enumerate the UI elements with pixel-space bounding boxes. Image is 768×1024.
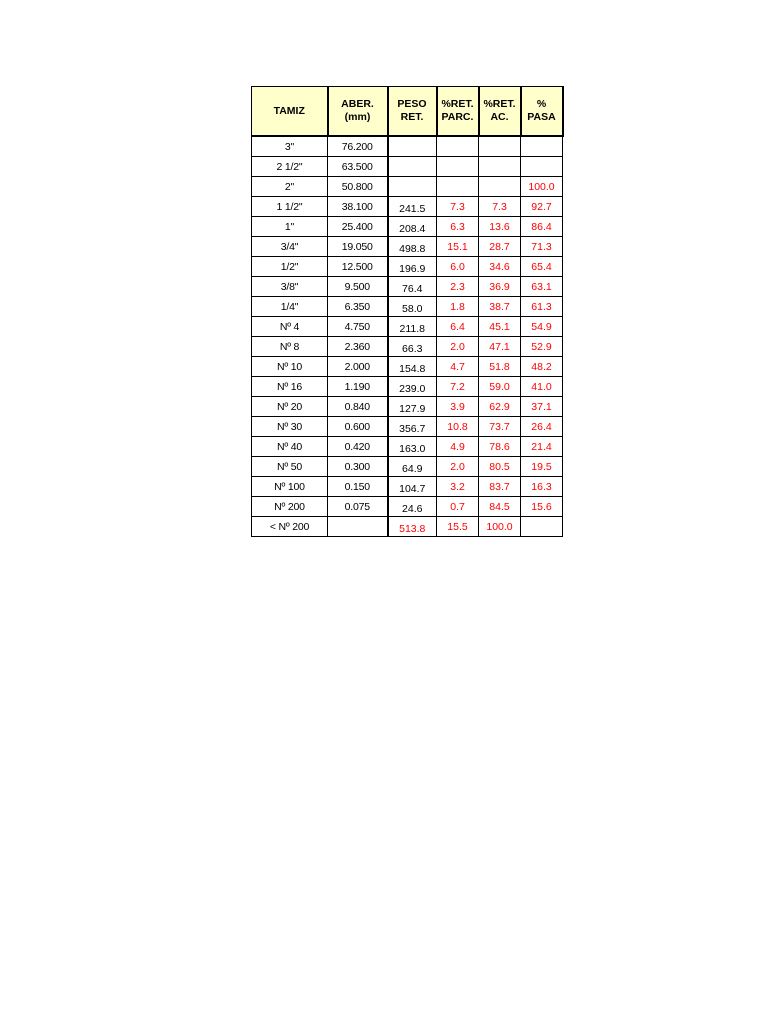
cell-ret-parc: 6.0 (437, 257, 479, 277)
cell-ret-parc: 2.0 (437, 337, 479, 357)
cell-tamiz: 3" (252, 136, 328, 157)
table-row (252, 277, 563, 297)
cell-peso-ret: 64.9 (388, 457, 437, 477)
table-row (252, 517, 563, 537)
sieve-analysis-table (251, 86, 564, 537)
cell-pasa: 16.3 (521, 477, 563, 497)
cell-ret-parc: 15.5 (437, 517, 479, 537)
cell-ret-ac: 80.5 (479, 457, 521, 477)
cell-ret-parc: 7.2 (437, 377, 479, 397)
cell-aber: 50.800 (328, 177, 388, 197)
table-row (252, 177, 563, 197)
cell-aber: 6.350 (328, 297, 388, 317)
cell-ret-ac: 62.9 (479, 397, 521, 417)
cell-ret-ac: 84.5 (479, 497, 521, 517)
table-row (252, 157, 563, 177)
cell-ret-parc: 1.8 (437, 297, 479, 317)
cell-ret-ac: 7.3 (479, 197, 521, 217)
cell-peso-ret: 24.6 (388, 497, 437, 517)
cell-aber: 0.300 (328, 457, 388, 477)
table-row (252, 437, 563, 457)
cell-ret-ac: 28.7 (479, 237, 521, 257)
table-row (252, 357, 563, 377)
cell-ret-ac: 59.0 (479, 377, 521, 397)
cell-tamiz: Nº 40 (252, 437, 328, 457)
cell-tamiz: 3/8" (252, 277, 328, 297)
cell-aber: 38.100 (328, 197, 388, 217)
cell-tamiz: Nº 16 (252, 377, 328, 397)
cell-ret-parc: 2.3 (437, 277, 479, 297)
header-ret-ac-line1: %RET. (483, 98, 516, 110)
cell-ret-ac: 100.0 (479, 517, 521, 537)
cell-tamiz: Nº 20 (252, 397, 328, 417)
table-row (252, 136, 563, 157)
cell-aber: 2.360 (328, 337, 388, 357)
cell-ret-ac: 45.1 (479, 317, 521, 337)
cell-aber (328, 517, 388, 537)
cell-pasa: 71.3 (521, 237, 563, 257)
cell-ret-parc: 10.8 (437, 417, 479, 437)
cell-peso-ret: 241.5 (388, 197, 437, 217)
cell-peso-ret (388, 157, 437, 177)
cell-aber: 1.190 (328, 377, 388, 397)
cell-pasa: 86.4 (521, 217, 563, 237)
header-peso (388, 87, 437, 137)
cell-tamiz: < Nº 200 (252, 517, 328, 537)
cell-tamiz: Nº 200 (252, 497, 328, 517)
cell-tamiz: Nº 10 (252, 357, 328, 377)
cell-ret-parc: 4.9 (437, 437, 479, 457)
cell-tamiz: Nº 30 (252, 417, 328, 437)
cell-ret-ac (479, 157, 521, 177)
cell-peso-ret: 163.0 (388, 437, 437, 457)
cell-peso-ret: 66.3 (388, 337, 437, 357)
header-aber-line1: ABER. (341, 98, 374, 110)
cell-ret-parc (437, 177, 479, 197)
table-row (252, 397, 563, 417)
table-row (252, 297, 563, 317)
table-row (252, 197, 563, 217)
cell-tamiz: 1/2" (252, 257, 328, 277)
table-row (252, 217, 563, 237)
table-row (252, 377, 563, 397)
cell-ret-ac: 73.7 (479, 417, 521, 437)
cell-pasa: 41.0 (521, 377, 563, 397)
cell-peso-ret: 239.0 (388, 377, 437, 397)
cell-pasa: 52.9 (521, 337, 563, 357)
cell-ret-parc: 2.0 (437, 457, 479, 477)
table-row (252, 237, 563, 257)
table-row (252, 497, 563, 517)
table-row (252, 337, 563, 357)
cell-tamiz: 1 1/2" (252, 197, 328, 217)
cell-pasa: 63.1 (521, 277, 563, 297)
cell-ret-ac: 38.7 (479, 297, 521, 317)
cell-pasa (521, 136, 563, 157)
cell-peso-ret: 58.0 (388, 297, 437, 317)
cell-ret-ac: 13.6 (479, 217, 521, 237)
cell-aber: 76.200 (328, 136, 388, 157)
cell-peso-ret: 208.4 (388, 217, 437, 237)
table-row (252, 457, 563, 477)
cell-tamiz: 2" (252, 177, 328, 197)
cell-ret-parc (437, 136, 479, 157)
cell-ret-ac: 36.9 (479, 277, 521, 297)
header-pasa-line2: PASA (527, 111, 556, 123)
cell-ret-parc: 6.4 (437, 317, 479, 337)
cell-tamiz: 1" (252, 217, 328, 237)
cell-peso-ret (388, 136, 437, 157)
cell-tamiz: Nº 8 (252, 337, 328, 357)
header-pasa-line1: % (536, 98, 547, 110)
table-row (252, 257, 563, 277)
cell-tamiz: 2 1/2" (252, 157, 328, 177)
cell-peso-ret: 196.9 (388, 257, 437, 277)
cell-peso-ret: 76.4 (388, 277, 437, 297)
cell-ret-ac: 83.7 (479, 477, 521, 497)
cell-tamiz: 1/4" (252, 297, 328, 317)
cell-ret-ac (479, 177, 521, 197)
cell-pasa: 37.1 (521, 397, 563, 417)
header-ret-ac (479, 87, 521, 137)
cell-ret-parc: 0.7 (437, 497, 479, 517)
cell-ret-ac: 51.8 (479, 357, 521, 377)
cell-pasa (521, 157, 563, 177)
cell-aber: 12.500 (328, 257, 388, 277)
cell-pasa: 19.5 (521, 457, 563, 477)
header-row (252, 87, 563, 137)
header-ret-ac-line2: AC. (490, 111, 509, 123)
header-peso-line1: PESO (397, 98, 427, 110)
header-pasa (521, 87, 563, 137)
cell-peso-ret: 104.7 (388, 477, 437, 497)
cell-tamiz: Nº 100 (252, 477, 328, 497)
cell-ret-ac: 47.1 (479, 337, 521, 357)
header-aber (328, 87, 388, 137)
header-ret-parc (437, 87, 479, 137)
cell-aber: 19.050 (328, 237, 388, 257)
header-peso-line2: RET. (400, 111, 424, 123)
cell-pasa: 26.4 (521, 417, 563, 437)
table-row (252, 417, 563, 437)
cell-ret-ac (479, 136, 521, 157)
cell-peso-ret: 154.8 (388, 357, 437, 377)
header-tamiz-label: TAMIZ (273, 104, 305, 117)
cell-pasa: 61.3 (521, 297, 563, 317)
cell-aber: 0.840 (328, 397, 388, 417)
header-ret-parc-line2: PARC. (441, 111, 474, 123)
cell-aber: 2.000 (328, 357, 388, 377)
cell-ret-parc (437, 157, 479, 177)
cell-peso-ret: 356.7 (388, 417, 437, 437)
cell-peso-ret (388, 177, 437, 197)
cell-ret-parc: 4.7 (437, 357, 479, 377)
cell-ret-parc: 7.3 (437, 197, 479, 217)
cell-aber: 63.500 (328, 157, 388, 177)
table-header (252, 87, 563, 137)
cell-peso-ret: 211.8 (388, 317, 437, 337)
cell-peso-ret: 513.8 (388, 517, 437, 537)
cell-tamiz: Nº 4 (252, 317, 328, 337)
header-tamiz (252, 87, 328, 137)
cell-aber: 0.150 (328, 477, 388, 497)
cell-aber: 4.750 (328, 317, 388, 337)
cell-ret-parc: 3.2 (437, 477, 479, 497)
cell-tamiz: Nº 50 (252, 457, 328, 477)
cell-ret-ac: 34.6 (479, 257, 521, 277)
cell-pasa: 48.2 (521, 357, 563, 377)
cell-peso-ret: 498.8 (388, 237, 437, 257)
cell-pasa: 15.6 (521, 497, 563, 517)
header-aber-line2: (mm) (344, 111, 371, 123)
cell-pasa: 65.4 (521, 257, 563, 277)
header-ret-parc-line1: %RET. (441, 98, 474, 110)
cell-aber: 0.420 (328, 437, 388, 457)
cell-ret-parc: 6.3 (437, 217, 479, 237)
cell-ret-ac: 78.6 (479, 437, 521, 457)
cell-aber: 25.400 (328, 217, 388, 237)
cell-peso-ret: 127.9 (388, 397, 437, 417)
cell-pasa: 54.9 (521, 317, 563, 337)
table-body (252, 136, 563, 537)
cell-aber: 0.075 (328, 497, 388, 517)
cell-tamiz: 3/4" (252, 237, 328, 257)
cell-pasa: 100.0 (521, 177, 563, 197)
cell-ret-parc: 15.1 (437, 237, 479, 257)
cell-pasa (521, 517, 563, 537)
cell-pasa: 92.7 (521, 197, 563, 217)
table-row (252, 317, 563, 337)
cell-pasa: 21.4 (521, 437, 563, 457)
cell-ret-parc: 3.9 (437, 397, 479, 417)
table-row (252, 477, 563, 497)
cell-aber: 9.500 (328, 277, 388, 297)
cell-aber: 0.600 (328, 417, 388, 437)
